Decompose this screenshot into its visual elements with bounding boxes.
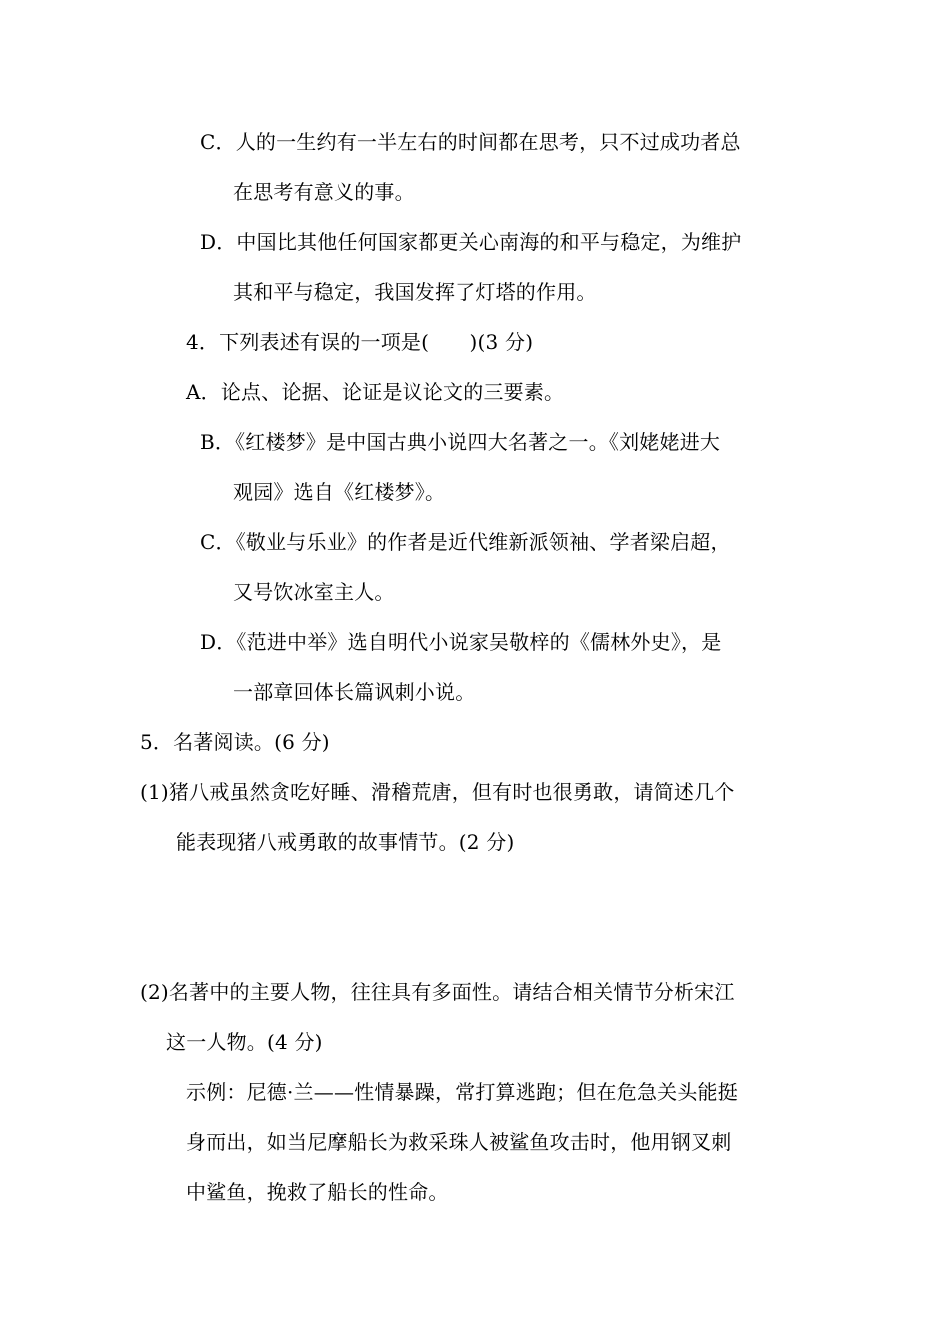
- q5-part1-line1: (1)猪八戒虽然贪吃好睡、滑稽荒唐，但有时也很勇敢，请简述几个: [140, 780, 735, 804]
- q5-part1-line2: 能表现猪八戒勇敢的故事情节。(2 分): [176, 830, 515, 854]
- q5-stem: 5．名著阅读。(6 分): [140, 730, 330, 754]
- q4-option-b-line1: B．《红楼梦》是中国古典小说四大名著之一。《刘姥姥进大: [200, 430, 721, 454]
- answer-space: [140, 870, 810, 966]
- q4-option-d-line2: 一部章回体长篇讽刺小说。: [233, 680, 476, 704]
- q4-stem: 4．下列表述有误的一项是( )(3 分): [186, 330, 534, 354]
- q4-option-c-line2: 又号饮冰室主人。: [233, 580, 395, 604]
- q3-option-c-line2: 在思考有意义的事。: [233, 180, 415, 204]
- q4-option-a: A．论点、论据、论证是议论文的三要素。: [186, 380, 565, 404]
- q4-option-b-line2: 观园》选自《红楼梦》。: [233, 480, 446, 504]
- example-line3: 中鲨鱼，挽救了船长的性命。: [186, 1180, 449, 1204]
- q4-option-d-line1: D．《范进中举》选自明代小说家吴敬梓的《儒林外史》，是: [200, 630, 722, 654]
- example-line2: 身而出，如当尼摩船长为救采珠人被鲨鱼攻击时，他用钢叉刺: [186, 1130, 732, 1154]
- q3-option-c-line1: C．人的一生约有一半左右的时间都在思考，只不过成功者总: [200, 130, 741, 154]
- q3-option-d-line1: D．中国比其他任何国家都更关心南海的和平与稳定，为维护: [200, 230, 742, 254]
- q5-part2-line1: (2)名著中的主要人物，往往具有多面性。请结合相关情节分析宋江: [140, 980, 735, 1004]
- q4-option-c-line1: C．《敬业与乐业》的作者是近代维新派领袖、学者梁启超，: [200, 530, 731, 554]
- example-line1: 示例：尼德·兰——性情暴躁，常打算逃跑；但在危急关头能挺: [186, 1080, 738, 1104]
- q5-part2-line2: 这一人物。(4 分): [166, 1030, 323, 1054]
- q3-option-d-line2: 其和平与稳定，我国发挥了灯塔的作用。: [233, 280, 597, 304]
